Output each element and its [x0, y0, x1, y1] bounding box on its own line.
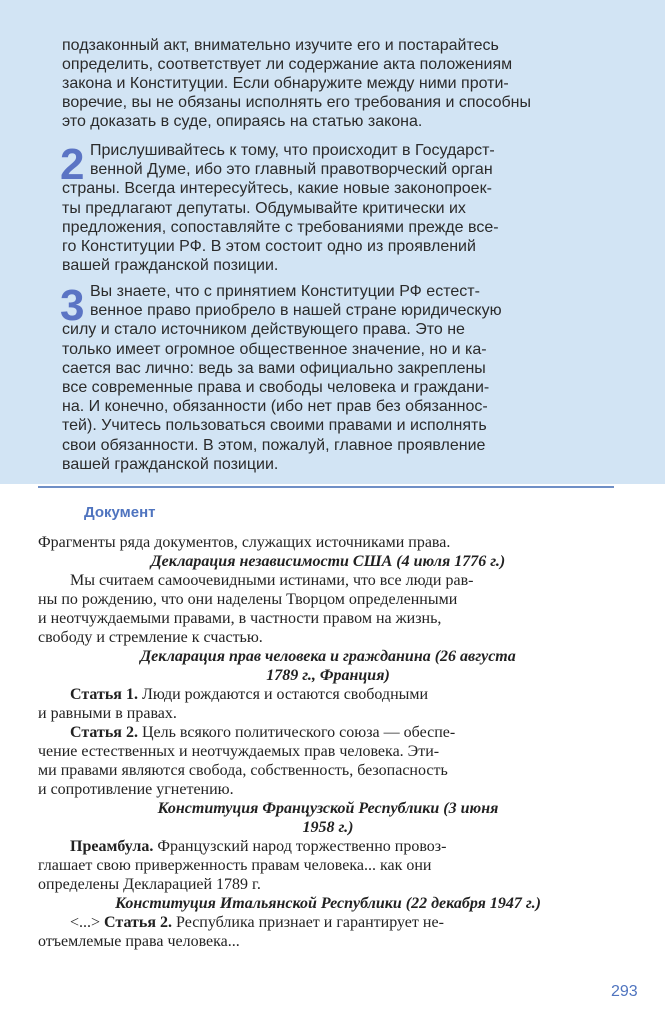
france-constitution-title-cont: 1958 г.): [302, 819, 354, 836]
italy-constitution-title: Конституция Итальянской Республики (22 декабря 1947 г.): [115, 895, 541, 912]
text-line: отъемлемые права человека...: [38, 933, 240, 950]
text-line: предложения, сопоставляйте с требованиями прежде все-: [62, 218, 499, 236]
text-line: вашей гражданской позиции.: [62, 257, 279, 275]
text-line: определить, соответствует ли содержание акта положениям: [62, 56, 513, 73]
text-line: го Конституции РФ. В этом состоит одно из проявлений: [62, 238, 476, 256]
usa-declaration-title: Декларация независимости США (4 июля 1776 г.): [150, 553, 506, 570]
france-constitution-title: Конституция Французской Республики (3 июня: [157, 800, 499, 817]
text-line: вашей гражданской позиции.: [62, 455, 279, 473]
text-line: чение естественных и неотчуждаемых прав человека. Эти-: [38, 743, 440, 760]
article-label: Статья 2.: [104, 914, 173, 931]
text-line: определены Декларацией 1789 г.: [38, 876, 261, 893]
text-line: воречие, вы не обязаны исполнять его требования и способны: [62, 94, 532, 111]
intro-paragraph: [62, 36, 614, 131]
document-intro: Фрагменты ряда документов, служащих источниками права.: [38, 534, 451, 551]
text-line: это доказать в суде, опираясь на статью закона.: [62, 113, 423, 130]
preamble-text: Французский народ торжественно провоз-: [153, 838, 447, 855]
text-line: свободу и стремление к счастью.: [38, 629, 263, 646]
text-line: Прислушивайтесь к тому, что происходит в Государст-: [90, 142, 495, 159]
text-line: и равными в правах.: [38, 705, 177, 722]
text-line: Вы знаете, что с принятием Конституции РФ естест-: [90, 283, 480, 300]
item-number: 2: [60, 140, 85, 189]
text-line: силу и стало источником действующего права. Это не: [62, 321, 465, 339]
item-number: 3: [60, 281, 85, 330]
article-text: Республика признает и гарантирует не-: [172, 914, 444, 931]
text-line: только имеет огромное общественное значение, но и ка-: [62, 340, 487, 358]
text-line: закона и Конституции. Если обнаружите между ними проти-: [62, 75, 509, 92]
text-line: венной Думе, ибо это главный правотворческий орган: [90, 161, 493, 179]
text-line: страны. Всегда интересуйтесь, какие новые законопроек-: [62, 180, 492, 198]
article-label: Статья 1.: [70, 686, 138, 703]
text-line: свои обязанности. В этом, пожалуй, главное проявление: [62, 436, 486, 454]
text-line: сается вас лично: ведь за вами официально закреплены: [62, 359, 486, 377]
tip-item-3: [62, 282, 617, 474]
text-line: тей). Учитесь пользоваться своими правами и исполнять: [62, 417, 487, 435]
preamble: [38, 837, 618, 856]
text-line: ны по рождению, что они наделены Творцом определенными: [38, 591, 458, 608]
ellipsis-marker: <...>: [70, 914, 105, 931]
section-divider: [38, 486, 614, 488]
text-line: на. И конечно, обязанности (ибо нет прав без обязаннос-: [62, 398, 488, 416]
italy-article-2: [38, 913, 618, 932]
document-section: [38, 533, 618, 951]
text-line: ми правами являются свобода, собственность, безопасность: [38, 762, 448, 779]
text-line: ты предлагают депутаты. Обдумывайте критически их: [62, 199, 466, 217]
text-line: глашает свою приверженность правам человека... как они: [38, 857, 432, 874]
text-line: и неотчуждаемыми правами, в частности правом на жизнь,: [38, 610, 442, 627]
page-number: 293: [611, 983, 638, 1000]
article-text: Люди рождаются и остаются свободными: [137, 686, 429, 703]
text-line: венное право приобрело в нашей стране юридическую: [90, 302, 502, 320]
article-text: Цель всякого политического союза — обеспе-: [137, 724, 456, 741]
preamble-label: Преамбула.: [70, 838, 154, 855]
article-2: [38, 723, 618, 742]
article-1: [38, 685, 618, 704]
text-line: и сопротивление угнетению.: [38, 781, 234, 798]
text-line: все современные права и свободы человека и граждани-: [62, 379, 490, 397]
tip-item-2: [62, 141, 617, 275]
text-line: Мы считаем самоочевидными истинами, что все люди рав-: [70, 572, 474, 589]
article-label: Статья 2.: [70, 724, 138, 741]
text-line: подзаконный акт, внимательно изучите его и постарайтесь: [62, 37, 499, 54]
france-declaration-title: Декларация прав человека и гражданина (26 августа: [140, 648, 516, 665]
france-declaration-title-cont: 1789 г., Франция): [266, 667, 390, 684]
document-heading: Документ: [84, 504, 156, 521]
